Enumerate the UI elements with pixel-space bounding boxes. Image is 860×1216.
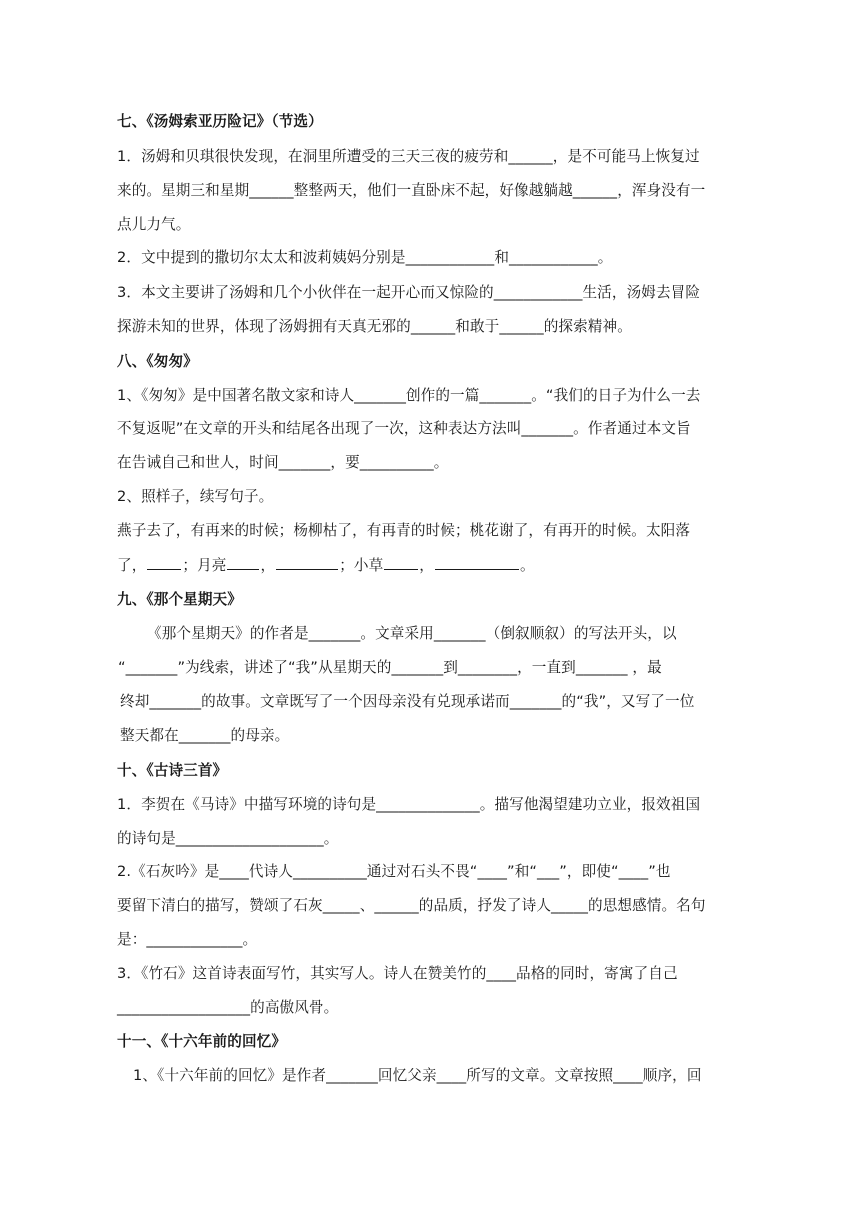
s10-line-4: 要留下清白的描写，赞颂了石灰_____、______的品质，抒发了诗人_____的思想感情。名句 bbox=[117, 897, 706, 914]
s8-l6-part-b: ；月亮 bbox=[182, 557, 227, 574]
s8-l6-part-c: ， bbox=[260, 557, 276, 574]
s9-line-1: 《那个星期天》的作者是_______。文章采用_______（倒叙顺叙）的写法开头，以 bbox=[147, 625, 677, 642]
s8-line-2: 不复返呢”在文章的开头和结尾各出现了一次，这种表达方法叫_______。作者通过本文旨 bbox=[117, 420, 691, 437]
blank bbox=[227, 555, 259, 570]
section-7-title: 七、《汤姆索亚历险记》（节选） bbox=[117, 113, 323, 130]
blank bbox=[276, 555, 338, 570]
s8-line-4: 2、照样子，续写句子。 bbox=[117, 488, 274, 505]
s7-line-5: 3．本文主要讲了汤姆和几个小伙伴在一起开心而又惊险的____________生活，汤姆去冒险 bbox=[117, 284, 701, 301]
s8-l6-part-a: 了， bbox=[117, 557, 147, 574]
s7-line-2: 来的。星期三和星期______整整两天，他们一直卧床不起，好像越躺越______，浑身没有一 bbox=[117, 182, 706, 199]
s8-line-1: 1、《匆匆》是中国著名散文家和诗人_______创作的一篇_______。“我们的日子为什么一去 bbox=[117, 387, 701, 404]
s10-line-5: 是：_____________。 bbox=[117, 931, 258, 948]
blank bbox=[435, 555, 519, 570]
s10-line-1: 1．李贺在《马诗》中描写环境的诗句是______________。描写他渴望建功立业，报效祖国 bbox=[117, 796, 701, 813]
s8-line-6 bbox=[117, 555, 535, 576]
s7-line-4: 2．文中提到的撒切尔太太和波莉姨妈分别是____________和____________。 bbox=[117, 249, 613, 266]
s10-line-7: __________________的高傲风骨。 bbox=[117, 999, 339, 1016]
s9-line-4: 整天都在_______的母亲。 bbox=[120, 727, 290, 744]
s7-line-3: 点儿力气。 bbox=[117, 216, 191, 233]
section-8-title: 八、《匆匆》 bbox=[117, 353, 198, 370]
s7-line-6: 探游未知的世界，体现了汤姆拥有天真无邪的______和敢于______的探索精神。 bbox=[117, 318, 632, 335]
blank bbox=[384, 555, 418, 570]
s9-line-3: 终却_______的故事。文章既写了一个因母亲没有兑现承诺而_______的“我”，又写了一位 bbox=[120, 693, 695, 710]
s8-line-5: 燕子去了，有再来的时候；杨柳枯了，有再青的时候；桃花谢了，有再开的时候。太阳落 bbox=[117, 522, 691, 539]
s10-line-3: 2.《石灰吟》是____代诗人__________通过对石头不畏“____”和“___”，即使“____”也 bbox=[117, 863, 671, 880]
s8-l6-part-f: 。 bbox=[519, 557, 535, 574]
s10-line-2: 的诗句是____________________。 bbox=[117, 830, 339, 847]
s8-line-3: 在告诫自己和世人，时间_______，要__________。 bbox=[117, 454, 449, 471]
section-10-title: 十、《古诗三首》 bbox=[117, 762, 228, 779]
s11-line-1: 1、《十六年前的回忆》是作者_______回忆父亲____所写的文章。文章按照____顺序，回 bbox=[133, 1067, 702, 1084]
blank bbox=[147, 555, 181, 570]
section-11-title: 十一、《十六年前的回忆》 bbox=[117, 1033, 287, 1050]
s9-line-2: “_______”为线索，讲述了“我”从星期天的_______到________，一直到_______ ，最 bbox=[118, 659, 662, 676]
section-9-title: 九、《那个星期天》 bbox=[117, 591, 242, 608]
s8-l6-part-e: ， bbox=[419, 557, 434, 574]
s7-line-1: 1．汤姆和贝琪很快发现，在洞里所遭受的三天三夜的疲劳和______，是不可能马上恢复过 bbox=[117, 148, 700, 165]
s10-line-6: 3．《竹石》这首诗表面写竹，其实写人。诗人在赞美竹的____品格的同时，寄寓了自己 bbox=[117, 965, 678, 982]
s8-l6-part-d: ；小草 bbox=[339, 557, 384, 574]
